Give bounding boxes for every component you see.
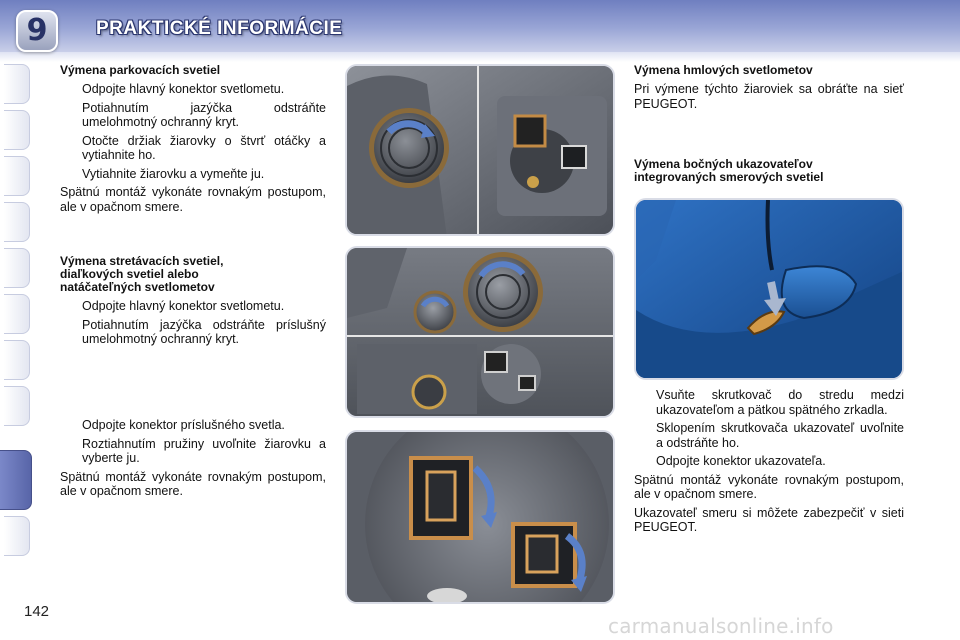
- chapter-tab[interactable]: [4, 516, 30, 556]
- section-fog-lamps: [634, 64, 904, 115]
- list-item: Odpojte konektor príslušného svetla.: [82, 418, 285, 432]
- instruction-list: [634, 388, 904, 469]
- chapter-tab-active[interactable]: [0, 450, 32, 510]
- section-heading: Výmena stretávacích svetiel, diaľkových svetiel alebo natáčateľných svetlometov: [60, 254, 224, 294]
- chapter-tabs: [0, 64, 34, 576]
- list-item: Potiahnutím jazýčka odstráňte príslušný umelohmotný ochranný kryt.: [82, 317, 326, 346]
- chapter-number: 9: [26, 13, 48, 48]
- chapter-tab[interactable]: [4, 248, 30, 288]
- list-item: Roztiahnutím pružiny uvoľnite žiarovku a vyberte ju.: [82, 436, 326, 465]
- dealer-note: Ukazovateľ smeru si môžete zabezpečiť v sieti PEUGEOT.: [634, 505, 904, 534]
- list-item: Sklopením skrutkovača ukazovateľ uvoľnite a odstráňte ho.: [656, 421, 904, 450]
- list-item: Odpojte hlavný konektor svetlometu.: [82, 299, 285, 313]
- section-heading: Výmena bočných ukazovateľov integrovaných smerových svetiel: [634, 157, 824, 184]
- list-item: Vytiahnite žiarovku a vymeňte ju.: [82, 166, 265, 181]
- fog-lamp-text: Pri výmene týchto žiaroviek sa obráťte na sieť PEUGEOT.: [634, 82, 904, 111]
- reassembly-note: Spätnú montáž vykonáte rovnakým postupom, ale v opačnom smere.: [60, 469, 326, 498]
- section-headlamps: [60, 255, 326, 351]
- list-item: Potiahnutím jazýčka odstráňte umelohmotný ochranný kryt.: [82, 100, 326, 129]
- header-fade: [0, 52, 960, 62]
- reassembly-note: Spätnú montáž vykonáte rovnakým postupom, ale v opačnom smere.: [60, 185, 326, 214]
- watermark: carmanualsonline.info: [608, 614, 834, 638]
- bulb-holder-illustration: [347, 432, 615, 604]
- headlamp-covers-illustration: [347, 248, 615, 418]
- instruction-list: [60, 418, 326, 466]
- mirror-indicator-illustration: [636, 200, 904, 380]
- headlamp-rear-photo: [345, 64, 615, 236]
- section-parking-lights: [60, 64, 326, 218]
- instruction-list: [60, 82, 326, 181]
- page-number: 142: [24, 603, 50, 620]
- chapter-tab[interactable]: [4, 64, 30, 104]
- headlamp-covers-photo: [345, 246, 615, 418]
- instruction-list: [60, 299, 326, 347]
- reassembly-note: Spätnú montáž vykonáte rovnakým postupom, ale v opačnom smere.: [634, 472, 904, 501]
- mirror-indicator-photo: [634, 198, 904, 380]
- chapter-tab[interactable]: [4, 340, 30, 380]
- chapter-tab[interactable]: [4, 386, 30, 426]
- headlamp-rear-illustration: [347, 66, 615, 236]
- bulb-holder-photo: [345, 430, 615, 604]
- section-heading: Výmena hmlových svetlometov: [634, 63, 813, 77]
- chapter-tab[interactable]: [4, 156, 30, 196]
- chapter-tab[interactable]: [4, 294, 30, 334]
- chapter-number-badge: [16, 10, 58, 52]
- list-item: Vsuňte skrutkovač do stredu medzi ukazovateľom a pätkou spätného zrkadla.: [656, 388, 904, 417]
- section-bulb-removal: [60, 418, 326, 503]
- list-item: Odpojte konektor ukazovateľa.: [656, 454, 826, 468]
- section-heading: Výmena parkovacích svetiel: [60, 63, 221, 77]
- chapter-tab[interactable]: [4, 110, 30, 150]
- list-item: Otočte držiak žiarovky o štvrť otáčky a vytiahnite ho.: [82, 133, 326, 162]
- section-side-indicators: [634, 388, 904, 539]
- section-side-indicators-heading: [634, 158, 904, 189]
- list-item: Odpojte hlavný konektor svetlometu.: [82, 82, 285, 96]
- chapter-tab[interactable]: [4, 202, 30, 242]
- chapter-title: PRAKTICKÉ INFORMÁCIE: [96, 18, 343, 39]
